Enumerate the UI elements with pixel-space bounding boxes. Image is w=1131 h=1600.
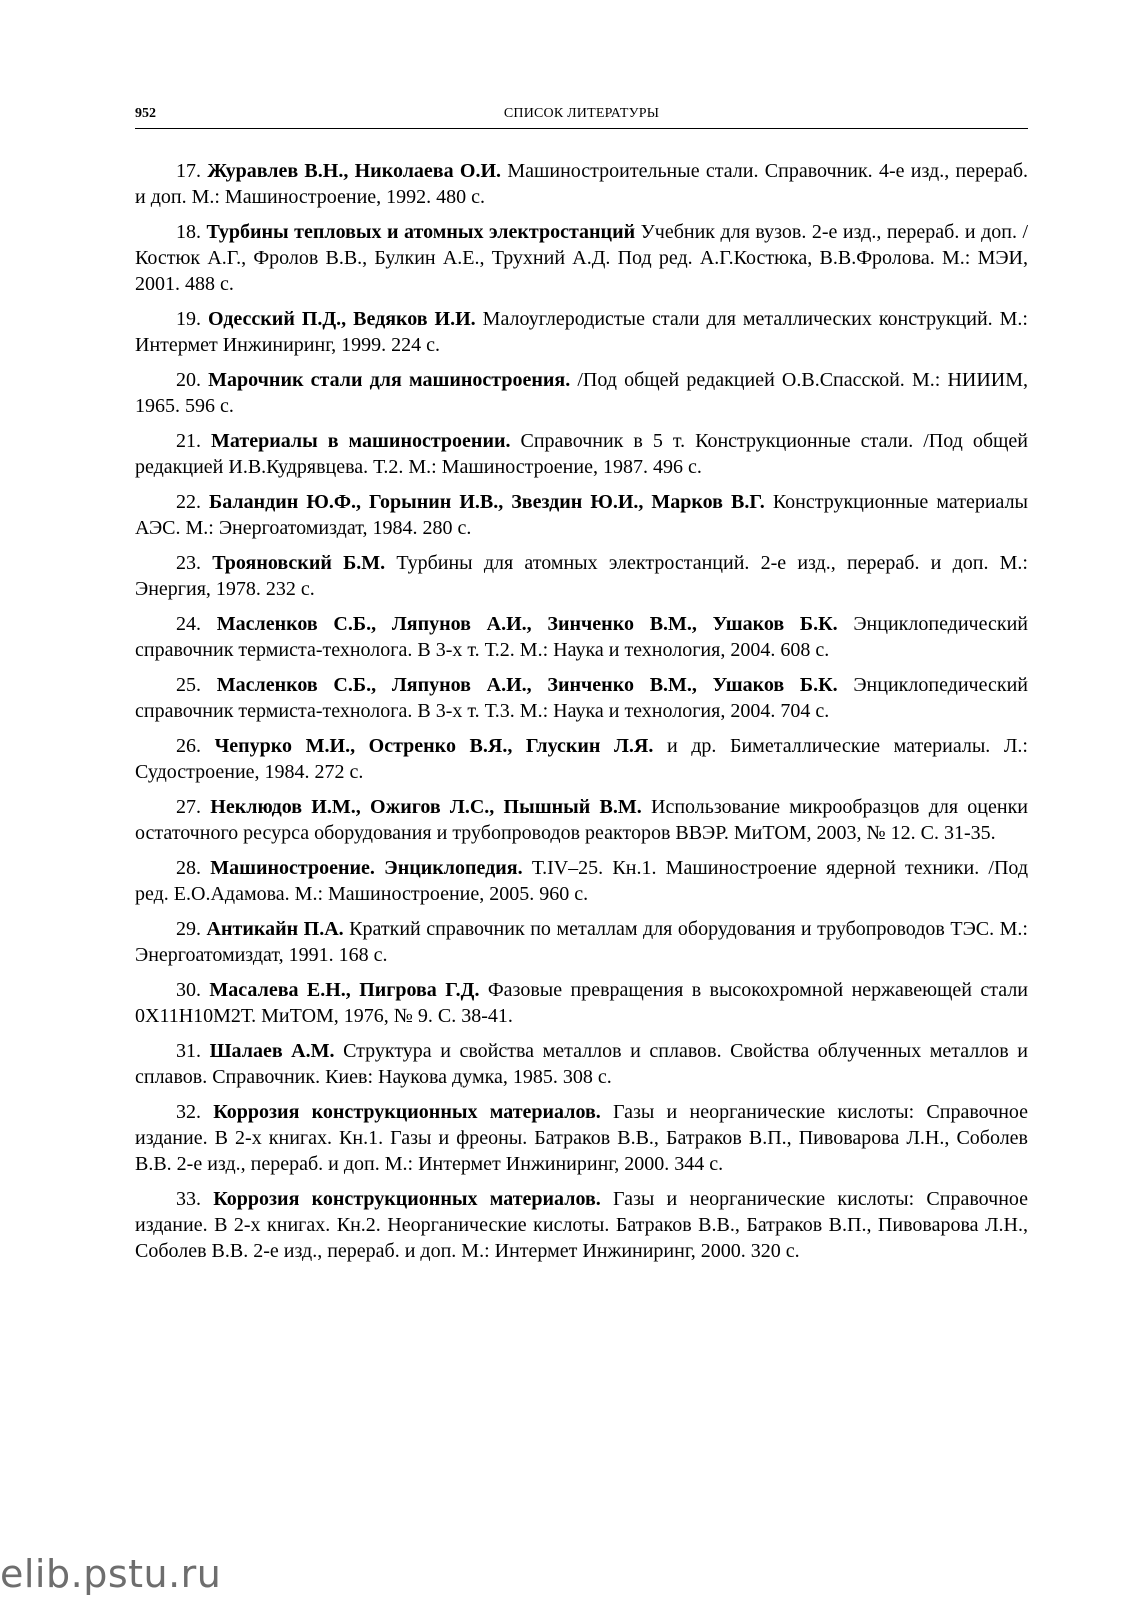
page-number: 952 — [135, 106, 156, 121]
page-header — [135, 106, 1028, 129]
reference-authors: Масленков С.Б., Ляпунов А.И., Зинченко В.М., Ушаков Б.К. — [216, 613, 838, 635]
reference-authors: Марочник стали для машиностроения. — [208, 369, 571, 391]
reference-item — [135, 550, 1028, 602]
reference-text: Газы и неорганические кислоты: Справочное издание. В 2-х книгах. Кн.2. Неорганические кислоты. Батраков В.В., Батраков В.П., Пивоварова Л.Н., Соболев В.В. 2-е изд., перераб. и доп. М.: Интермет Инжиниринг, 2000. 320 с. — [135, 1188, 1029, 1262]
reference-number: 33. — [176, 1188, 214, 1210]
reference-item — [135, 1038, 1028, 1090]
reference-authors: Масленков С.Б., Ляпунов А.И., Зинченко В.М., Ушаков Б.К. — [216, 674, 838, 696]
reference-authors: Трояновский Б.М. — [212, 552, 386, 574]
reference-number: 25. — [176, 674, 217, 696]
reference-item — [135, 367, 1028, 419]
reference-text: Энциклопедический справочник термиста-технолога. В 3-х т. Т.2. М.: Наука и технология, 2004. 608 с. — [135, 613, 1028, 661]
reference-text: /Под общей редакцией О.В.Спасской. М.: НИИИМ, 1965. 596 с. — [135, 369, 1028, 417]
reference-text: Справочник в 5 т. Конструкционные стали. /Под общей редакцией И.В.Кудрявцева. Т.2. М.: Машиностроение, 1987. 496 с. — [135, 430, 1029, 478]
reference-text: Структура и свойства металлов и сплавов. Свойства облученных металлов и сплавов. Справочник. Киев: Наукова думка, 1985. 308 с. — [135, 1040, 1029, 1088]
reference-authors: Машиностроение. Энциклопедия. — [210, 857, 523, 879]
reference-authors: Коррозия конструкционных материалов. — [213, 1101, 601, 1123]
reference-item — [135, 672, 1028, 724]
reference-item — [135, 977, 1028, 1029]
reference-authors: Материалы в машиностроении. — [211, 430, 511, 452]
reference-text: Энциклопедический справочник термиста-технолога. В 3-х т. Т.3. М.: Наука и технология, 2004. 704 с. — [135, 674, 1028, 722]
reference-item — [135, 733, 1028, 785]
reference-number: 24. — [176, 613, 217, 635]
reference-number: 32. — [176, 1101, 214, 1123]
reference-number: 22. — [176, 491, 210, 513]
reference-authors: Шалаев А.М. — [209, 1040, 335, 1062]
reference-number: 28. — [176, 857, 211, 879]
reference-text: Т.IV–25. Кн.1. Машиностроение ядерной техники. /Под ред. Е.О.Адамова. М.: Машиностроение, 2005. 960 с. — [135, 857, 1029, 905]
reference-text: Газы и неорганические кислоты: Справочное издание. В 2-х книгах. Кн.1. Газы и фреоны. Батраков В.В., Батраков В.П., Пивоварова Л.Н., Соболев В.В. 2-е изд., перераб. и доп. М.: Интермет Инжиниринг, 2000. 344 с. — [135, 1101, 1029, 1175]
reference-authors: Журавлев В.Н., Николаева О.И. — [207, 160, 502, 182]
reference-text: Краткий справочник по металлам для оборудования и трубопроводов ТЭС. М.: Энергоатомиздат, 1991. 168 с. — [135, 918, 1028, 966]
reference-authors: Чепурко М.И., Остренко В.Я., Глускин Л.Я. — [214, 735, 654, 757]
reference-item — [135, 306, 1028, 358]
reference-text: Учебник для вузов. 2-е изд., перераб. и доп. /Костюк А.Г., Фролов В.В., Булкин А.Е., Трухний А.Д. Под ред. А.Г.Костюка, В.В.Фролова. М.: МЭИ, 2001. 488 с. — [135, 221, 1029, 295]
reference-item — [135, 794, 1028, 846]
reference-item — [135, 158, 1028, 210]
reference-authors: Неклюдов И.М., Ожигов Л.С., Пышный В.М. — [210, 796, 642, 818]
reference-authors: Коррозия конструкционных материалов. — [213, 1188, 601, 1210]
reference-number: 17. — [176, 160, 208, 182]
reference-text: Турбины для атомных электростанций. 2-е изд., перераб. и доп. М.: Энергия, 1978. 232 с. — [135, 552, 1028, 600]
reference-number: 29. — [176, 918, 207, 940]
reference-item — [135, 611, 1028, 663]
reference-authors: Масалева Е.Н., Пигрова Г.Д. — [209, 979, 480, 1001]
reference-list — [135, 158, 1028, 1273]
running-title: СПИСОК ЛИТЕРАТУРЫ — [503, 106, 660, 121]
reference-number: 18. — [176, 221, 207, 243]
reference-authors: Баландин Ю.Ф., Горынин И.В., Звездин Ю.И., Марков В.Г. — [209, 491, 765, 513]
reference-item — [135, 916, 1028, 968]
reference-number: 19. — [176, 308, 208, 330]
reference-item — [135, 855, 1028, 907]
reference-authors: Антикайн П.А. — [206, 918, 344, 940]
reference-text: Машиностроительные стали. Справочник. 4-е изд., перераб. и доп. М.: Машиностроение, 1992. 480 с. — [135, 160, 1029, 208]
reference-number: 23. — [176, 552, 213, 574]
reference-number: 31. — [176, 1040, 210, 1062]
reference-item — [135, 489, 1028, 541]
reference-number: 30. — [176, 979, 210, 1001]
reference-text: Фазовые превращения в высокохромной нержавеющей стали 0Х11Н10М2Т. МиТОМ, 1976, № 9. С. 38-41. — [135, 979, 1029, 1027]
watermark: elib.pstu.ru — [0, 1552, 222, 1596]
reference-text: Малоуглеродистые стали для металлических конструкций. М.: Интермет Инжиниринг, 1999. 224 с. — [135, 308, 1028, 356]
reference-text: и др. Биметаллические материалы. Л.: Судостроение, 1984. 272 с. — [135, 735, 1028, 783]
reference-number: 20. — [176, 369, 209, 391]
reference-authors: Турбины тепловых и атомных электростанций — [206, 221, 636, 243]
reference-text: Использование микрообразцов для оценки остаточного ресурса оборудования и трубопроводов реакторов ВВЭР. МиТОМ, 2003, № 12. С. 31-35. — [135, 796, 1029, 844]
reference-item — [135, 1099, 1028, 1177]
reference-text: Конструкционные материалы АЭС. М.: Энергоатомиздат, 1984. 280 с. — [135, 491, 1028, 539]
reference-number: 27. — [176, 796, 211, 818]
reference-item — [135, 1186, 1028, 1264]
reference-authors: Одесский П.Д., Ведяков И.И. — [207, 308, 476, 330]
reference-number: 21. — [176, 430, 212, 452]
reference-item — [135, 219, 1028, 297]
reference-item — [135, 428, 1028, 480]
reference-number: 26. — [176, 735, 215, 757]
